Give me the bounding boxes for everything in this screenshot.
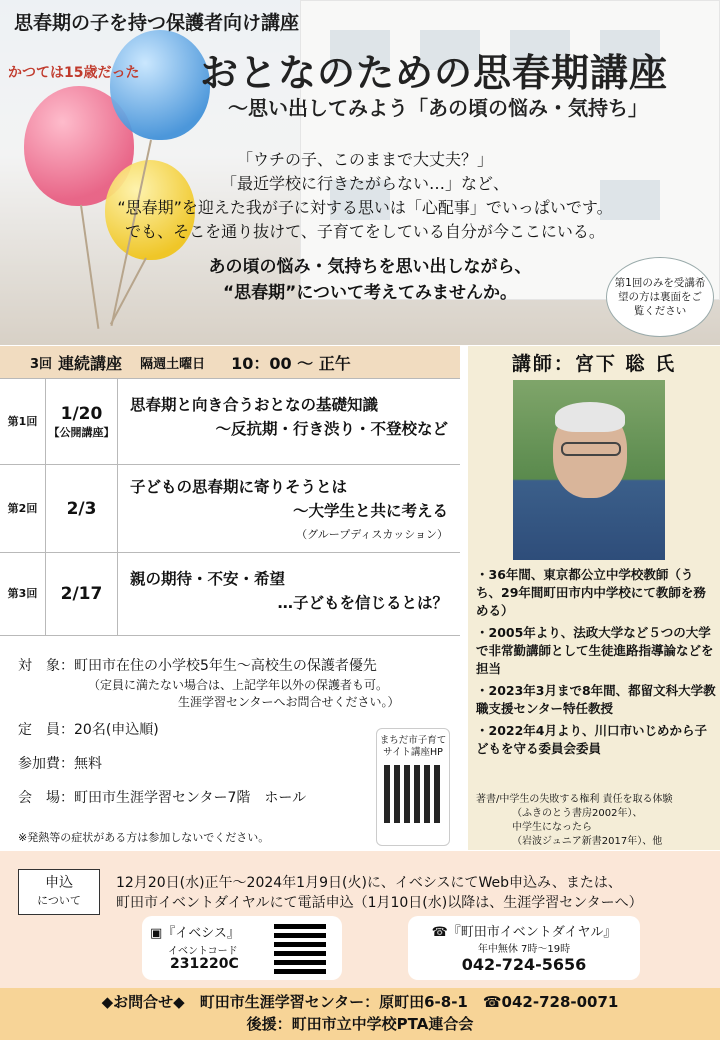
schedule-header: 3回 連続講座 隔週土曜日 10：00 ～ 正午 — [0, 346, 460, 378]
session-date: 2/3 — [46, 465, 118, 552]
page-title: おとなのための思春期講座 — [200, 51, 669, 95]
session-date: 2/17 — [46, 553, 118, 635]
venue: 町田市生涯学習センター7階 ホール — [74, 790, 307, 806]
hero-banner — [0, 0, 720, 345]
session-number: 第2回 — [0, 465, 46, 552]
course-hp-qr[interactable]: まちだ市子育てサイト講座HP — [376, 728, 450, 846]
session-topic: 親の期待・不安・希望 …子どもを信じるとは？ — [130, 570, 448, 612]
qr-code-icon — [274, 922, 326, 974]
title-tagline: ～思い出してみよう「あの頃の悩み・気持ち」 — [228, 96, 648, 120]
session-row — [0, 552, 460, 636]
session-topic: 子どもの思春期に寄りそうとは ～大学生と共に考える （グループディスカッション） — [130, 478, 448, 541]
session-row — [0, 378, 460, 464]
support-line: 後援：町田市立中学校PTA連合会 — [246, 1015, 474, 1033]
schedule-table — [0, 378, 460, 636]
session-number: 第3回 — [0, 553, 46, 635]
qr-code-icon — [384, 765, 442, 823]
speaker-photo — [513, 380, 665, 560]
blue-balloon — [110, 30, 210, 140]
computer-icon: ▣ — [150, 926, 163, 941]
contact-line: ◆お問合せ◆ 町田市生涯学習センター：原町田6-8-1 ☎042-728-0071 — [101, 993, 619, 1011]
apply-label: 申込 について — [18, 869, 100, 915]
session-number: 第1回 — [0, 379, 46, 464]
target-audience: 町田市在住の小学校5年生～高校生の保護者優先 — [74, 658, 377, 674]
title-prefix: かつては15歳だった — [8, 65, 140, 81]
speaker-heading: 講師：宮下 聡 氏 — [511, 352, 677, 375]
target-audience-line: 思春期の子を持つ保護者向け講座 — [14, 12, 300, 34]
event-dial-phone: 042-724-5656 — [461, 955, 587, 974]
event-dial-card[interactable]: ☎『町田市イベントダイヤル』 年中無休 7時～19時 042-724-5656 — [408, 916, 640, 980]
session-row — [0, 464, 460, 552]
capacity: 20名(申込順) — [74, 722, 159, 738]
apply-instructions: 12月20日(水)正午～2024年1月9日(火)に、イベシスにてWeb申込み、または、 町田市イベントダイヤルにて電話申込（1月10日(水)以降は、生涯学習センターへ） — [116, 875, 643, 911]
back-side-note: 第1回のみを受講希望の方は裏面をご覧ください — [606, 257, 714, 337]
disclaimer: ※発熱等の症状がある方は参加しないでください。 — [18, 831, 270, 844]
ebesys-card[interactable]: ▣『イベシス』 イベントコード 231220C — [142, 916, 342, 980]
event-code: 231220C — [170, 956, 239, 972]
fee: 無料 — [74, 756, 102, 772]
call-to-think: あの頃の悩み・気持ちを思い出しながら、 “思春期”について考えてみませんか。 — [208, 257, 532, 303]
course-info: 対 象：町田市在住の小学校5年生～高校生の保護者優先 （定員に満たない場合は、上記学年以外の保護者も可。 生涯学習センターへお問合せください。） 定 員：20名(申込順) 参加費：無料 会 場：町田市生涯学習センター7階 ホール — [18, 658, 400, 806]
footer — [0, 988, 720, 1040]
speaker-works: 著書/中学生の失敗する権利 責任を取る体験 （ふきのとう書房2002年）、 中学生になったら （岩波ジュニア新書2017年）、他 — [476, 794, 673, 847]
session-date: 1/20 【公開講座】 — [46, 379, 118, 464]
speaker-bio: ・36年間、東京都公立中学校教師（うち、29年間町田市内中学校にて教師を務める） ・2005年より、法政大学など５つの大学で非常勤講師として生徒進路指導論などを担当 ・2023年3月まで8年間、都留文科大学教職支援センター特任教授 ・2022年4月より、川口市いじめから子どもを守る委員会委員 — [476, 567, 716, 756]
session-topic: 思春期と向き合うおとなの基礎知識 ～反抗期・行き渋り・不登校など — [130, 396, 448, 438]
intro-text: 「ウチの子、このままで大丈夫？」 「最近学校に行きたがらない…」など、 “思春期”を迎えた我が子に対する思いは「心配事」でいっぱいです。 でも、そこを通り抜けて、子育てをしている自分が今ここにいる。 — [117, 150, 613, 241]
